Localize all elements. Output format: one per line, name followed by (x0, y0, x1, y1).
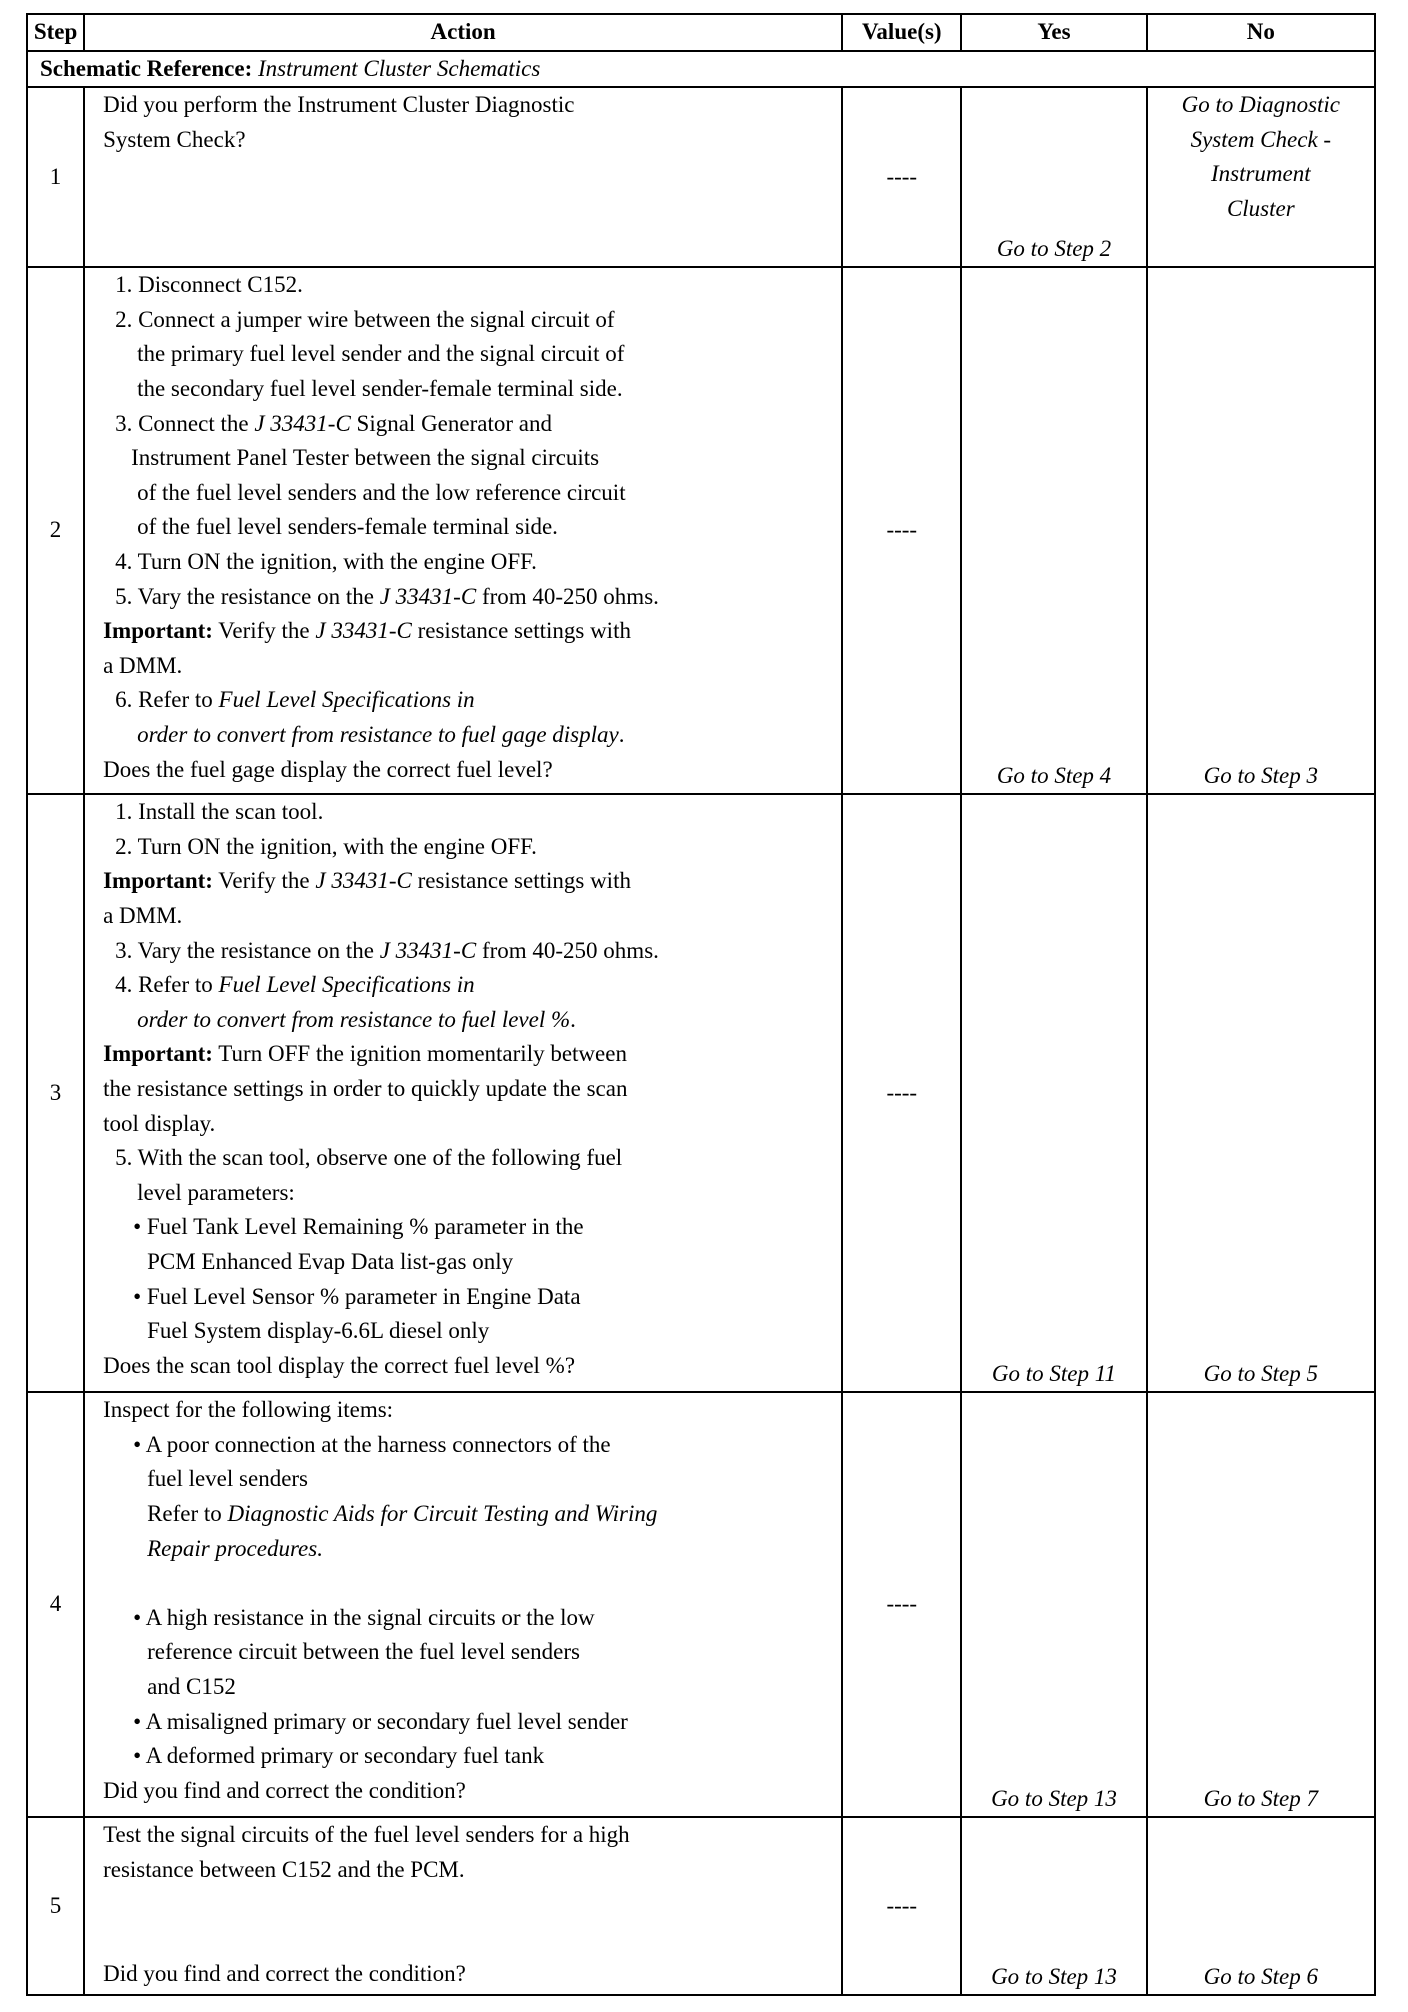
no-line: Instrument (1210, 161, 1311, 187)
text: resistance settings with (411, 868, 631, 894)
schematic-reference-row (27, 51, 1375, 88)
step-action (84, 1392, 842, 1817)
schematic-reference-link[interactable]: Instrument Cluster Schematics (257, 55, 541, 81)
text: resistance settings with (411, 618, 631, 644)
text: Turn OFF the ignition momentarily between (212, 1041, 627, 1067)
tool-ref[interactable]: J 33431-C (315, 618, 412, 644)
step-yes-link[interactable]: Go to Step 13 (961, 1817, 1146, 1995)
step-yes-link[interactable]: Go to Step 13 (961, 1392, 1146, 1817)
action-line: Inspect for the following items: (103, 1397, 394, 1423)
text: 3. Vary the resistance on the (115, 937, 380, 963)
action-line (103, 580, 837, 615)
schematic-reference (27, 51, 1375, 88)
step-yes-link[interactable]: Go to Step 2 (961, 87, 1146, 267)
header-action: Action (84, 14, 842, 51)
text: from 40-250 ohms. (476, 583, 659, 609)
bullet-item: • Fuel Tank Level Remaining % parameter in the (133, 1214, 584, 1240)
header-yes: Yes (961, 14, 1146, 51)
action-line: and C152 (147, 1673, 236, 1699)
step-value: ---- (842, 267, 961, 794)
action-line: resistance between C152 and the PCM. (103, 1856, 465, 1882)
action-line: Does the fuel gage display the correct fuel level? (103, 756, 553, 782)
header-values: Value(s) (842, 14, 961, 51)
step-value: ---- (842, 1817, 961, 1995)
step-action (84, 1817, 842, 1995)
text: . (618, 721, 625, 747)
tool-ref[interactable]: J 33431-C (379, 937, 477, 963)
action-line (103, 1497, 837, 1532)
action-line (103, 1037, 837, 1072)
diagnostic-table (26, 13, 1376, 1996)
action-line: the secondary fuel level sender-female terminal side. (137, 375, 623, 401)
bullet-item: • A high resistance in the signal circuits or the low (133, 1604, 595, 1630)
spec-link[interactable]: Fuel Level Specifications in (218, 687, 475, 713)
action-line (103, 934, 837, 969)
important-label: Important: (103, 868, 213, 894)
step-no-link[interactable]: Go to Step 7 (1147, 1392, 1375, 1817)
spec-link[interactable]: order to convert from resistance to fuel level % (137, 1006, 571, 1032)
text: Verify the (212, 868, 316, 894)
bullet-item: • A deformed primary or secondary fuel tank (133, 1743, 545, 1769)
action-line: the resistance settings in order to quickly update the scan (103, 1075, 628, 1101)
table-row (27, 267, 1375, 794)
step-no-link[interactable]: Go to Step 5 (1147, 794, 1375, 1392)
step-value: ---- (842, 794, 961, 1392)
action-line: a DMM. (103, 652, 183, 678)
action-line: fuel level senders (147, 1466, 309, 1492)
action-line: PCM Enhanced Evap Data list-gas only (147, 1248, 514, 1274)
text: 3. Connect the (115, 410, 255, 436)
step-no-link[interactable]: Go to Step 6 (1147, 1817, 1375, 1995)
table-row (27, 87, 1375, 267)
action-line: System Check? (103, 126, 246, 152)
spacer (103, 1566, 837, 1601)
spacer (103, 1887, 837, 1922)
text: 4. Refer to (115, 972, 219, 998)
spec-link[interactable]: Fuel Level Specifications in (218, 972, 475, 998)
important-label: Important: (103, 1041, 213, 1067)
tool-ref[interactable]: J 33431-C (315, 868, 412, 894)
spec-link[interactable]: order to convert from resistance to fuel gage display (137, 721, 619, 747)
diagnostic-aids-link[interactable]: Repair procedures. (147, 1535, 323, 1561)
important-label: Important: (103, 618, 213, 644)
action-line: Fuel System display-6.6L diesel only (147, 1318, 490, 1344)
step-action (84, 87, 842, 267)
no-line: Go to Diagnostic (1181, 92, 1341, 118)
text: . (570, 1006, 576, 1032)
action-line (103, 968, 837, 1003)
action-line (103, 614, 837, 649)
step-number: 4 (27, 1392, 84, 1817)
action-line (103, 407, 837, 442)
no-line: System Check - (1190, 126, 1332, 152)
step-no-link[interactable] (1147, 87, 1375, 267)
schematic-reference-label: Schematic Reference: (40, 55, 253, 81)
action-line: 2. Turn ON the ignition, with the engine OFF. (115, 833, 537, 859)
step-no-link[interactable]: Go to Step 3 (1147, 267, 1375, 794)
step-action (84, 794, 842, 1392)
action-line: 1. Disconnect C152. (115, 272, 303, 298)
action-line: a DMM. (103, 902, 183, 928)
action-line (103, 1003, 837, 1038)
text: Verify the (212, 618, 316, 644)
action-line (103, 864, 837, 899)
action-line: 1. Install the scan tool. (115, 799, 324, 825)
action-line: reference circuit between the fuel level senders (147, 1639, 581, 1665)
action-line: Does the scan tool display the correct fuel level %? (103, 1352, 576, 1378)
action-line: 5. With the scan tool, observe one of the following fuel (115, 1145, 623, 1171)
action-line: of the fuel level senders-female terminal side. (137, 514, 558, 540)
tool-ref[interactable]: J 33431-C (254, 410, 351, 436)
action-line: tool display. (103, 1110, 216, 1136)
action-line (103, 683, 837, 718)
step-number: 1 (27, 87, 84, 267)
spacer (103, 1922, 837, 1957)
action-line: level parameters: (137, 1179, 295, 1205)
diagnostic-aids-link[interactable]: Diagnostic Aids for Circuit Testing and Wiring (227, 1500, 658, 1526)
action-line: Did you find and correct the condition? (103, 1960, 466, 1986)
action-line: of the fuel level senders and the low reference circuit (137, 479, 626, 505)
action-line: the primary fuel level sender and the signal circuit of (137, 341, 625, 367)
header-no: No (1147, 14, 1375, 51)
step-yes-link[interactable]: Go to Step 11 (961, 794, 1146, 1392)
action-line: 4. Turn ON the ignition, with the engine OFF. (115, 548, 537, 574)
step-yes-link[interactable]: Go to Step 4 (961, 267, 1146, 794)
table-row (27, 1392, 1375, 1817)
step-number: 2 (27, 267, 84, 794)
text: Refer to (147, 1500, 228, 1526)
step-number: 3 (27, 794, 84, 1392)
tool-ref[interactable]: J 33431-C (379, 583, 477, 609)
header-row (27, 14, 1375, 51)
bullet-item: • A poor connection at the harness connectors of the (133, 1431, 611, 1457)
bullet-item: • A misaligned primary or secondary fuel level sender (133, 1708, 628, 1734)
step-number: 5 (27, 1817, 84, 1995)
text: 6. Refer to (115, 687, 219, 713)
action-line: 2. Connect a jumper wire between the signal circuit of (115, 306, 615, 332)
step-value: ---- (842, 1392, 961, 1817)
action-line (103, 718, 837, 753)
no-line: Cluster (1226, 195, 1295, 221)
text: from 40-250 ohms. (476, 937, 659, 963)
action-line (103, 1532, 837, 1567)
action-line: Test the signal circuits of the fuel level senders for a high (103, 1822, 630, 1848)
step-action (84, 267, 842, 794)
action-line: Instrument Panel Tester between the signal circuits (131, 445, 600, 471)
bullet-item: • Fuel Level Sensor % parameter in Engine Data (133, 1283, 581, 1309)
action-line: Did you find and correct the condition? (103, 1777, 466, 1803)
table-row (27, 1817, 1375, 1995)
text: Signal Generator and (350, 410, 552, 436)
action-line: Did you perform the Instrument Cluster Diagnostic (103, 92, 575, 118)
text: 5. Vary the resistance on the (115, 583, 380, 609)
table-row (27, 794, 1375, 1392)
step-value: ---- (842, 87, 961, 267)
header-step: Step (27, 14, 84, 51)
